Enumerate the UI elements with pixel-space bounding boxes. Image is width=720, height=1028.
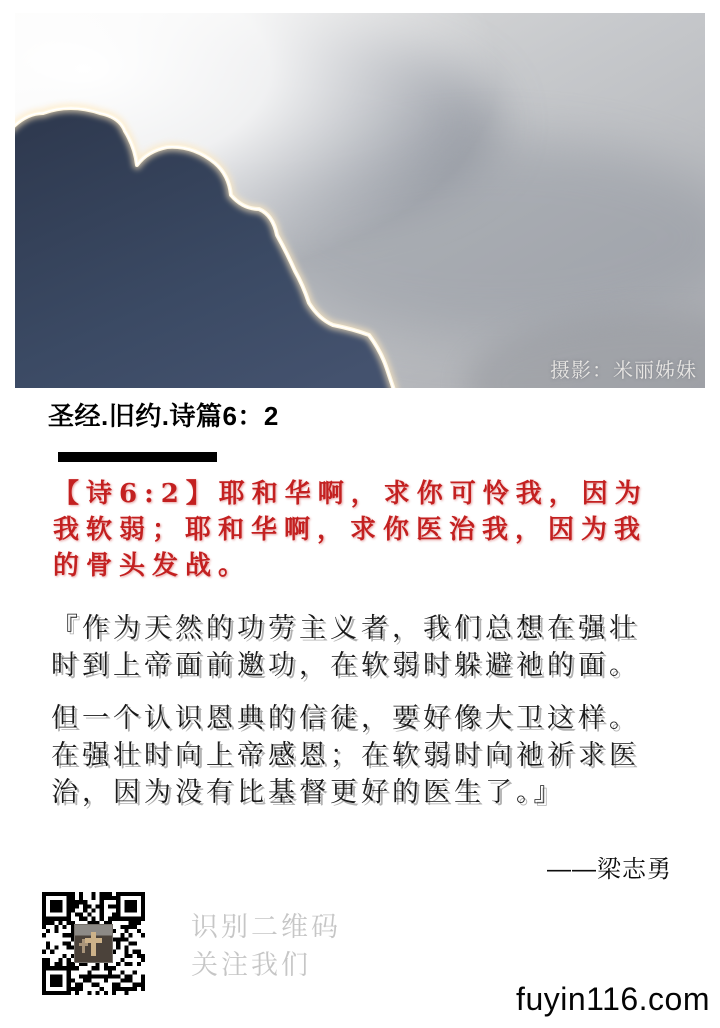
cloud-silver-lining-illustration bbox=[15, 13, 705, 388]
bible-verse bbox=[53, 476, 713, 584]
qr-caption-line: 识别二维码 bbox=[191, 912, 341, 942]
page-title: 圣经.旧约.诗篇6：2 bbox=[48, 401, 279, 431]
website-url: fuyin116.com bbox=[516, 981, 710, 1017]
commentary-line: 『作为天然的功劳主义者，我们总想在强壮 bbox=[51, 613, 640, 643]
photo-credit: 摄影：米丽姊妹 bbox=[550, 360, 697, 382]
commentary-line: 在强壮时向上帝感恩；在软弱时向祂祈求医 bbox=[51, 740, 640, 770]
commentary-line: 但一个认识恩典的信徒，要好像大卫这样。 bbox=[51, 703, 640, 733]
commentary-paragraph-2 bbox=[51, 700, 711, 811]
qr-caption bbox=[191, 908, 341, 984]
title-underline-bar bbox=[58, 452, 217, 462]
commentary-line: 治，因为没有比基督更好的医生了。』 bbox=[51, 777, 565, 807]
verse-line: 我软弱；耶和华啊，求你医治我，因为我 bbox=[53, 515, 648, 545]
sky-photo bbox=[15, 13, 705, 388]
qr-code bbox=[42, 892, 145, 995]
verse-line: 的骨头发战。 bbox=[53, 551, 252, 581]
commentary-line: 时到上帝面前邀功，在软弱时躲避祂的面。 bbox=[51, 650, 640, 680]
qr-caption-line: 关注我们 bbox=[191, 950, 311, 980]
verse-line: 【诗6:2】耶和华啊，求你可怜我，因为 bbox=[53, 479, 648, 509]
qr-center-cross-icon bbox=[75, 925, 112, 962]
commentary-paragraph-1 bbox=[51, 610, 711, 684]
author-attribution: ——梁志勇 bbox=[547, 856, 672, 883]
